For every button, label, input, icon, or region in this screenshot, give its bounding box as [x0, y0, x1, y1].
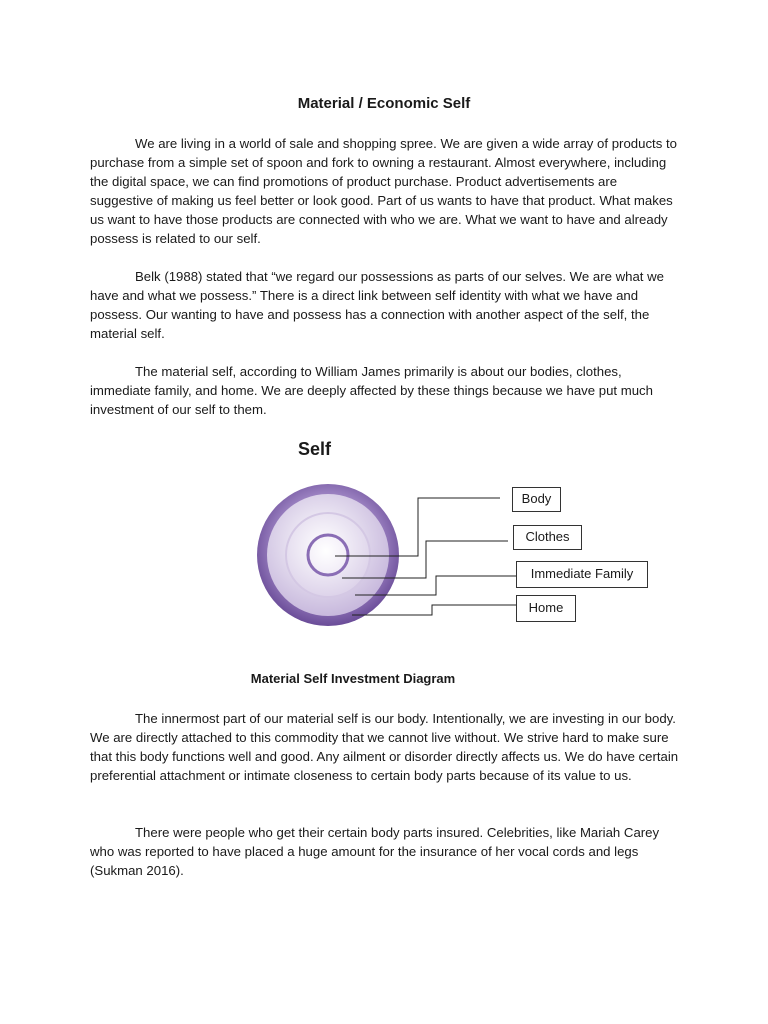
- document-title: Material / Economic Self: [297, 95, 471, 112]
- connector-lines: [335, 498, 516, 615]
- label-immediate-family: Immediate Family: [516, 561, 648, 588]
- connector-clothes: [342, 541, 508, 578]
- paragraph-2: Belk (1988) stated that “we regard our possessions as parts of our selves. We are what we have and what we possess.” There is a direct link between self identity with what we have and possess. Our wanting to have and possess has a connection with another aspect of the self, the material self.: [90, 269, 664, 341]
- diagram-caption: Material Self Investment Diagram: [250, 671, 456, 686]
- ring-body: [308, 535, 348, 575]
- connector-body: [335, 498, 500, 556]
- connector-family: [355, 576, 516, 595]
- ring-home: [257, 484, 399, 626]
- paragraph-4: The innermost part of our material self is our body. Intentionally, we are investing in our body. We are directly attached to this commodity that we cannot live without. We strive hard to make sure that this body functions well and good. Any ailment or disorder directly affects us. We do have certain preferential attachment or intimate closeness to certain body parts because of its value to us.: [90, 711, 679, 783]
- label-body: Body: [512, 487, 561, 512]
- diagram-title: Self: [298, 439, 332, 459]
- paragraph-1: We are living in a world of sale and shopping spree. We are given a wide array of products to purchase from a simple set of spoon and fork to owning a restaurant. Almost everywhere, including the digital space, we can find promotions of product purchase. Product advertisements are suggestive of making us feel better or look good. Part of us wants to have that product. What makes us want to have those products are connected with who we are. What we want to have and already possess is related to our self.: [90, 136, 677, 246]
- paragraph-5: There were people who get their certain body parts insured. Celebrities, like Mariah Carey who was reported to have placed a huge amount for the insurance of her vocal cords and legs (Sukman 2016).: [90, 825, 660, 878]
- paragraph-3: The material self, according to William James primarily is about our bodies, clothes, immediate family, and home. We are deeply affected by these things because we have put much investment of our self to them.: [90, 364, 653, 417]
- ring-clothes: [286, 513, 370, 597]
- label-clothes: Clothes: [513, 525, 582, 550]
- concentric-rings: [257, 484, 399, 626]
- connector-home: [352, 605, 516, 615]
- label-home: Home: [516, 595, 576, 622]
- ring-family: [267, 494, 389, 616]
